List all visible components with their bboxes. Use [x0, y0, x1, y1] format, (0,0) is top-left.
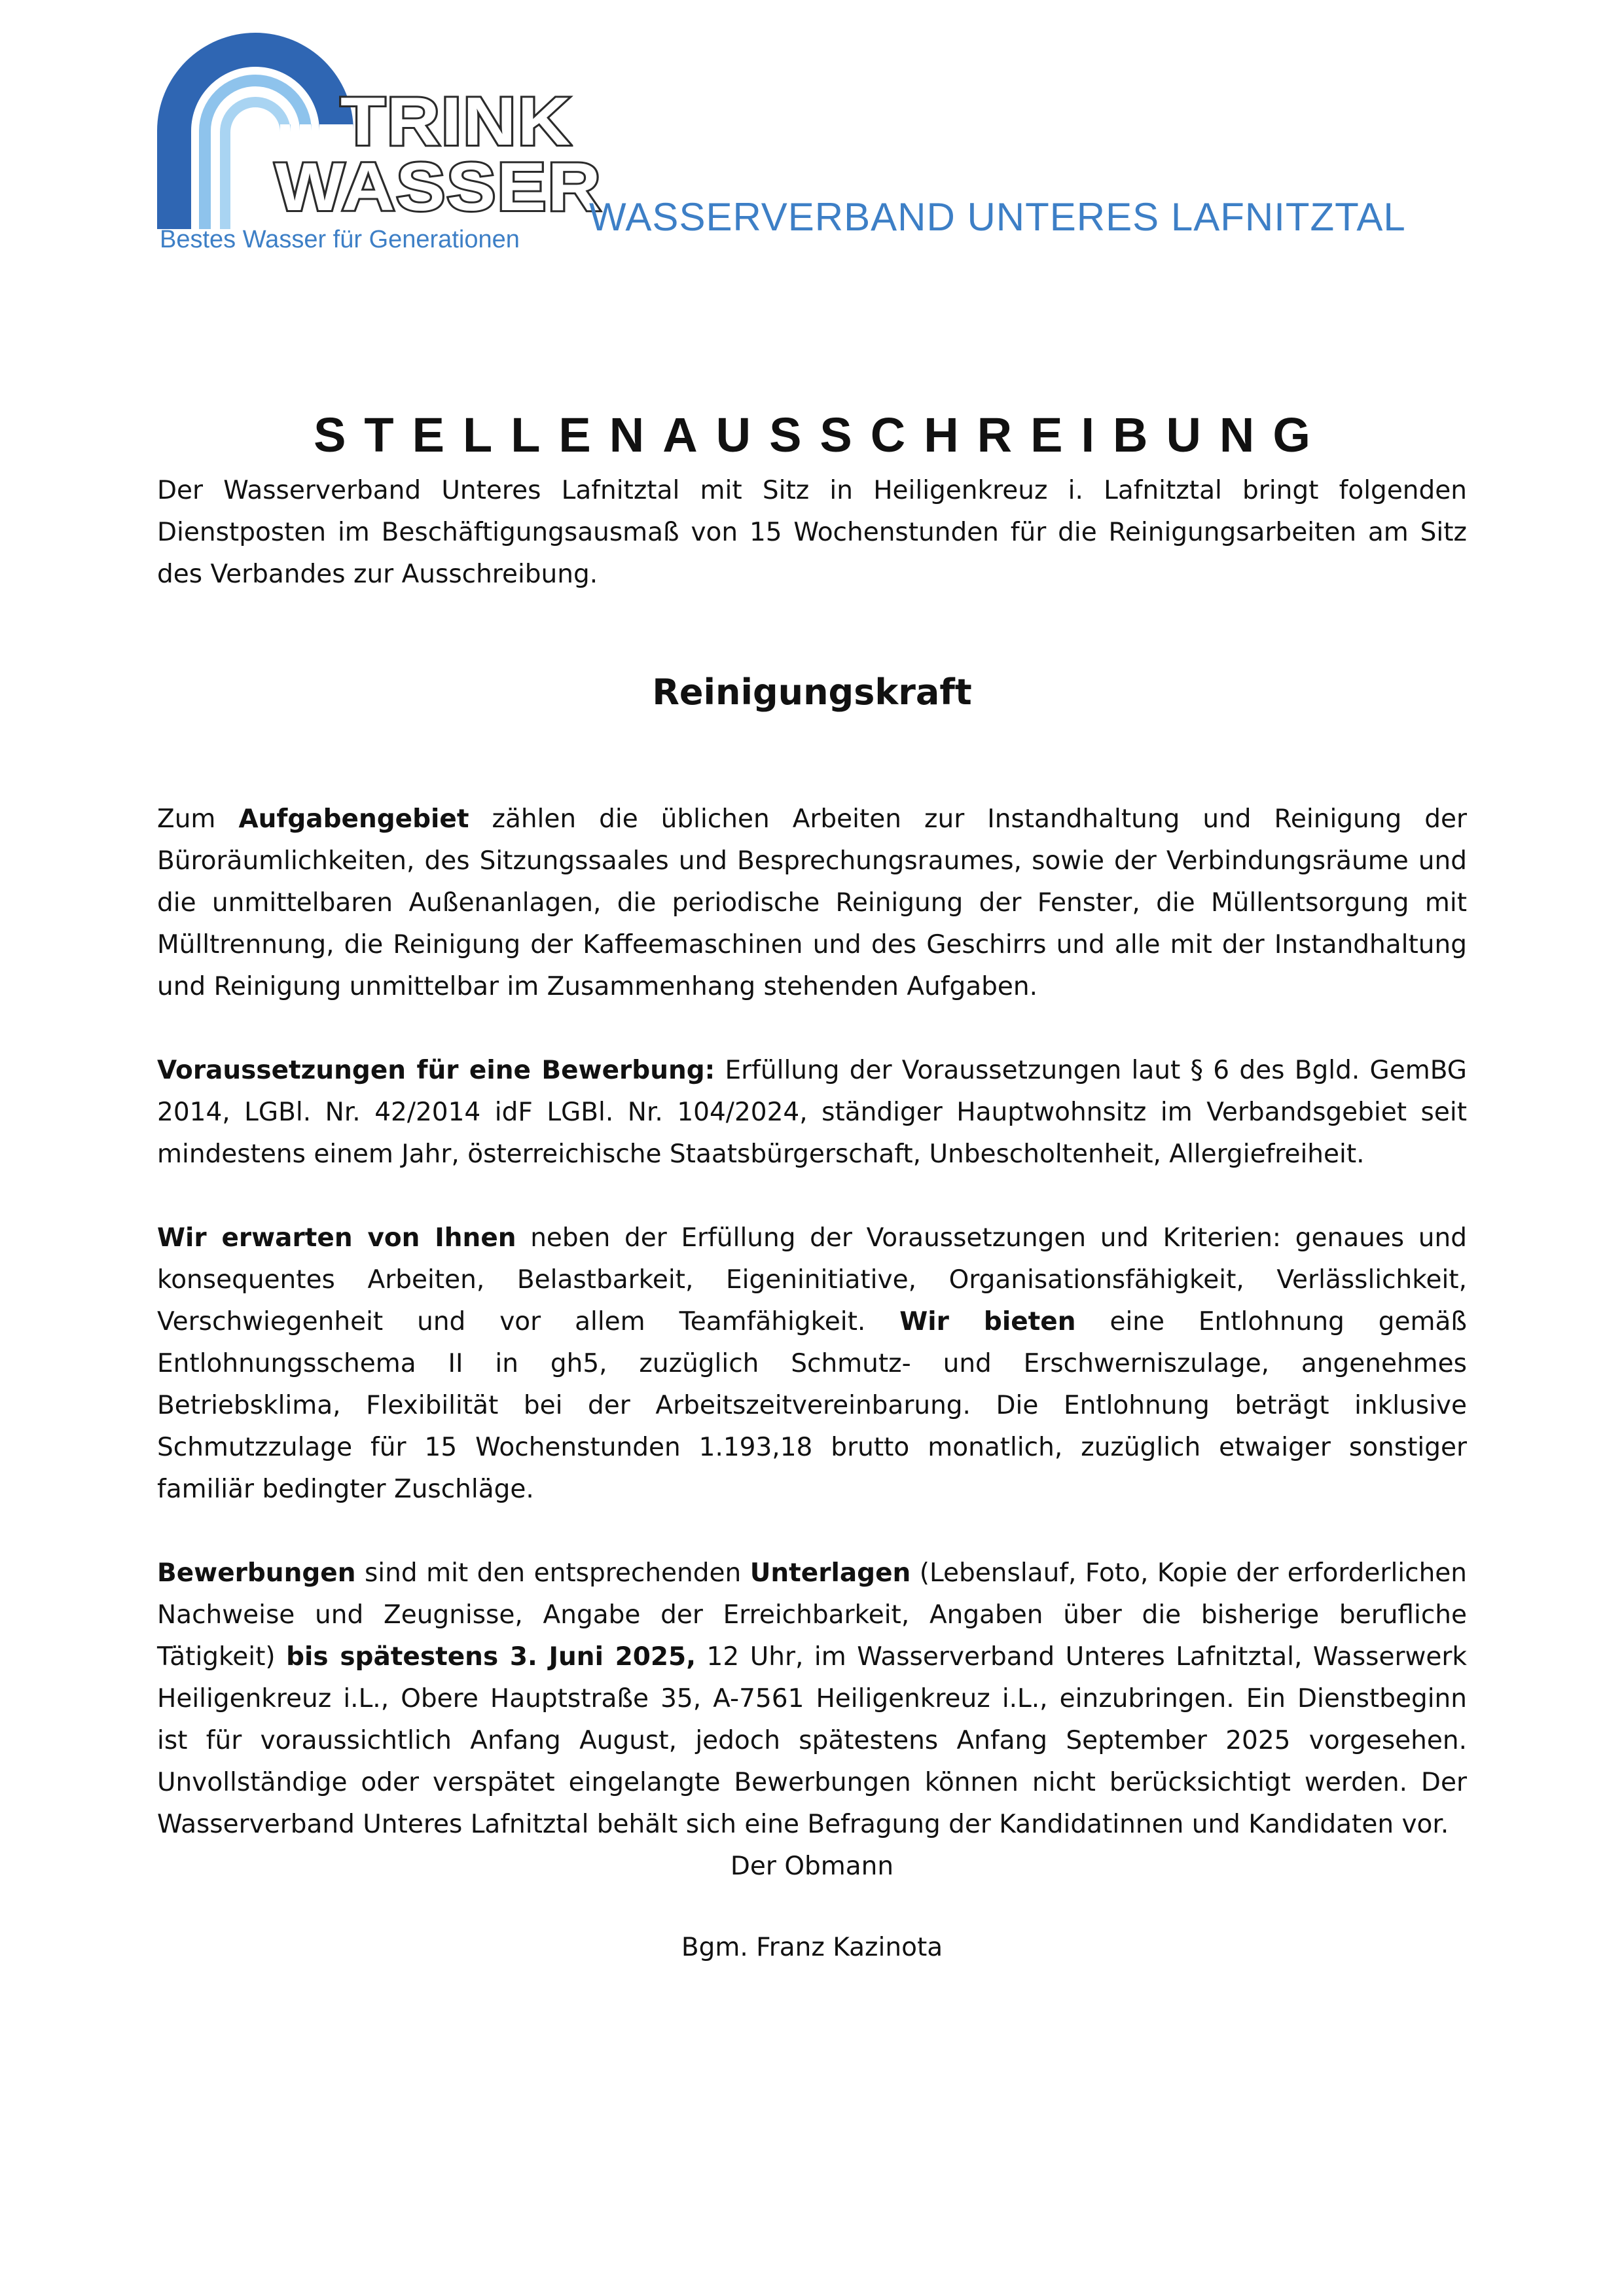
- document-title: STELLENAUSSCHREIBUNG: [314, 407, 1329, 462]
- deadline: bis spätestens 3. Juni 2025,: [286, 1642, 696, 1672]
- offer-text: eine Entlohnung gemäß Entlohnungsschema II in gh5, zuzüglich Schmutz- und Erschwerniszulage, angenehmes Betriebsklima, Flexibilität bei der Arbeitszeitvereinbarung. Die Entlohnung beträgt inklusive Schmutzzulage für 15 Wochenstunden 1.193,18 brutto monatlich, zuzüglich etwaiger sonstiger familiär bedingter Zuschläge.: [157, 1307, 1467, 1504]
- application-paragraph: [157, 1552, 1467, 1846]
- expectations-heading: Wir erwarten von Ihnen: [157, 1223, 516, 1253]
- logo-wordmark-trink: TRINK: [340, 84, 572, 160]
- letterhead: [157, 33, 1466, 268]
- signatory-name: Bgm. Franz Kazinota: [681, 1933, 943, 1962]
- job-title: Reinigungskraft: [652, 672, 972, 713]
- requirements-paragraph: [157, 1050, 1467, 1175]
- documents-heading: Unterlagen: [749, 1558, 911, 1588]
- offer-heading: Wir bieten: [899, 1307, 1076, 1336]
- tagline: Bestes Wasser für Generationen: [160, 226, 520, 253]
- application-text-1: sind mit den entsprechenden: [355, 1558, 750, 1588]
- intro-paragraph: Der Wasserverband Unteres Lafnitztal mit Sitz in Heiligenkreuz i. Lafnitztal bringt folgenden Dienstposten im Beschäftigungsausmaß von 15 Wochenstunden für die Reinigungsarbeiten am Sitz des Verbandes zur Ausschreibung.: [157, 476, 1467, 589]
- organization-name: WASSERVERBAND UNTERES LAFNITZTAL: [589, 195, 1406, 239]
- tasks-paragraph: [157, 798, 1467, 1008]
- tasks-text: zählen die üblichen Arbeiten zur Instandhaltung und Reinigung der Büroräumlichkeiten, des Sitzungssaales und Besprechungsraumes, sowie der Verbindungsräume und die unmittelbaren Außenanlagen, die periodische Reinigung der Fenster, die Müllentsorgung mit Mülltrennung, die Reinigung der Kaffeemaschinen und des Geschirrs und alle mit der Instandhaltung und Reinigung unmittelbar im Zusammenhang stehenden Aufgaben.: [157, 804, 1468, 1001]
- tasks-prefix: Zum: [157, 804, 239, 834]
- requirements-text: Erfüllung der Voraussetzungen laut § 6 des Bgld. GemBG 2014, LGBl. Nr. 42/2014 idF LGBl. Nr. 104/2024, ständiger Hauptwohnsitz im Verbandsgebiet seit mindestens einem Jahr, österreichische Staatsbürgerschaft, Unbescholtenheit, Allergiefreiheit.: [157, 1056, 1467, 1169]
- expectations-text: neben der Erfüllung der Voraussetzungen und Kriterien: genaues und konsequentes Arbeiten, Belastbarkeit, Eigeninitiative, Organisationsfähigkeit, Verlässlichkeit, Verschwiegenheit und vor allem Teamfähigkeit.: [157, 1223, 1467, 1336]
- logo-wordmark-wasser: WASSER: [275, 149, 602, 225]
- application-text-3: 12 Uhr, im Wasserverband Unteres Lafnitztal, Wasserwerk Heiligenkreuz i.L., Obere Hauptstraße 35, A-7561 Heiligenkreuz i.L., einzubringen. Ein Dienstbeginn ist für voraussichtlich Anfang August, jedoch spätestens Anfang September 2025 vorgesehen. Unvollständige oder verspätet eingelangte Bewerbungen können nicht berücksichtigt werden. Der Wasserverband Unteres Lafnitztal behält sich eine Befragung der Kandidatinnen und Kandidaten vor.: [157, 1642, 1468, 1839]
- requirements-heading: Voraussetzungen für eine Bewerbung:: [157, 1056, 715, 1085]
- tasks-heading: Aufgabengebiet: [238, 804, 469, 834]
- application-heading: Bewerbungen: [157, 1558, 356, 1588]
- signatory-role: Der Obmann: [730, 1852, 894, 1881]
- application-text-2: (Lebenslauf, Foto, Kopie der erforderlichen Nachweise und Zeugnisse, Angabe der Erreichbarkeit, Angaben über die bisherige berufliche Tätigkeit): [157, 1558, 1467, 1672]
- document-body: [157, 470, 1467, 1846]
- signature-block: [157, 1846, 1467, 2008]
- expectations-paragraph: [157, 1217, 1467, 1511]
